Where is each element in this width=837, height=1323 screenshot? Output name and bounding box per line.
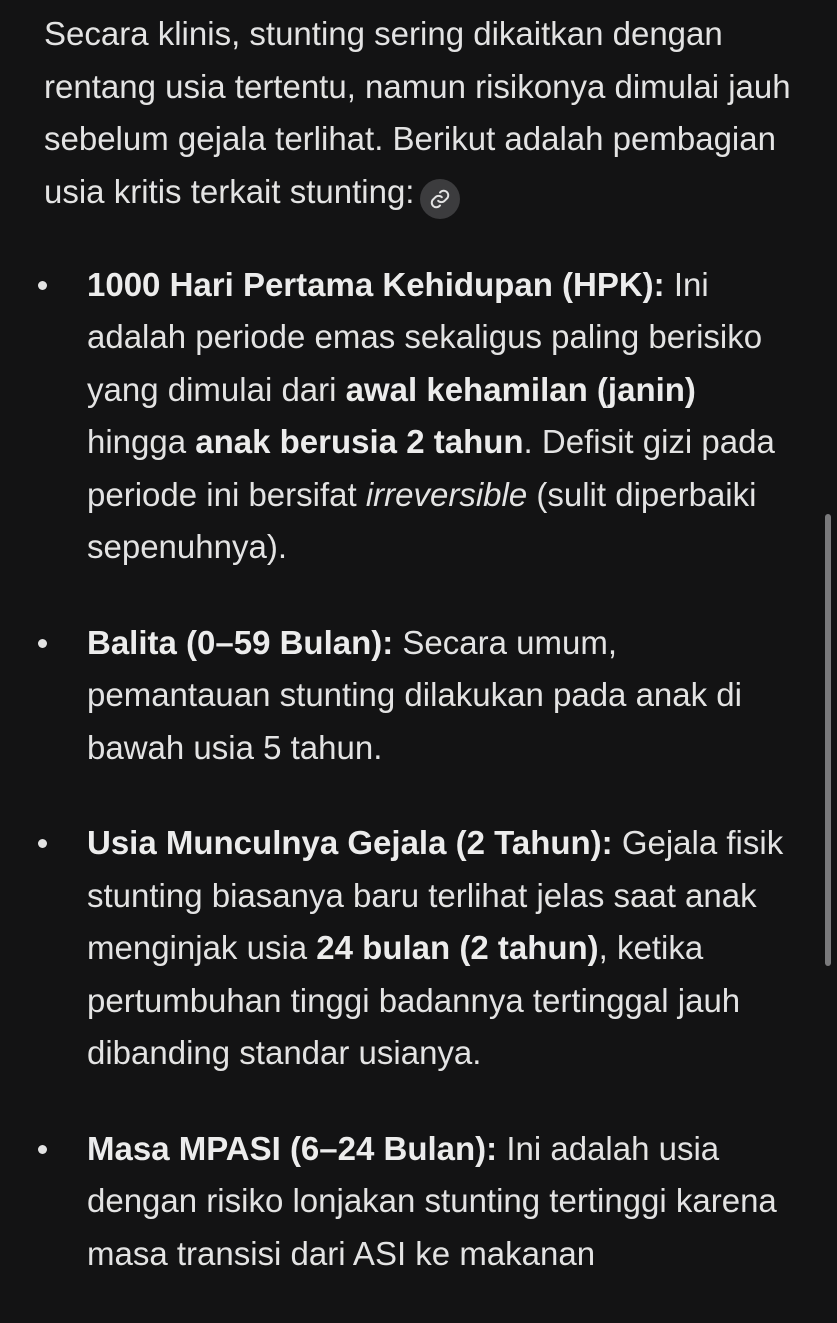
item-title: Masa MPASI (6–24 Bulan): [87,1129,498,1167]
intro-text: Secara klinis, stunting sering dikaitkan dengan rentang usia tertentu, namun risikonya dimulai jauh sebelum gejala terlihat. Berikut adalah pembagian usia kritis terkait stunting: [44,15,791,210]
item-text: Ini adalah periode emas sekaligus paling berisiko yang dimulai dari [87,265,763,408]
item-emphasis: anak berusia 2 tahun [195,423,524,460]
item-title: 1000 Hari Pertama Kehidupan (HPK): [87,265,665,303]
list-item-gejala [44,817,794,1080]
item-title: Usia Munculnya Gejala (2 Tahun): [87,824,613,861]
item-text: Gejala fisik stunting biasanya baru terlihat jelas saat anak menginjak usia [87,824,784,966]
scrollbar-thumb[interactable] [825,514,831,966]
list-item-balita [44,617,794,775]
item-text: (sulit diperbaiki sepenuhnya). [87,475,757,565]
link-icon[interactable] [420,179,460,219]
item-italic: irreversible [365,475,528,513]
item-text: Secara umum, pemantauan stunting dilakukan pada anak di bawah usia 5 tahun. [87,623,742,766]
item-text: Ini adalah usia dengan risiko lonjakan stunting tertinggi karena masa transisi dari ASI ke makanan [87,1129,777,1272]
bullet [38,839,47,848]
item-emphasis: awal kehamilan (janin) [345,370,696,408]
item-text: . Defisit gizi pada periode ini bersifat [87,423,775,513]
response-content [44,8,794,1323]
intro-paragraph [44,8,794,219]
item-title: Balita (0–59 Bulan): [87,623,394,661]
age-list [44,259,794,1281]
item-emphasis: 24 bulan (2 tahun) [316,929,599,966]
item-text: hingga [87,423,196,460]
bullet [38,639,47,648]
item-text: , ketika pertumbuhan tinggi badannya tertinggal jauh dibanding standar usianya. [87,929,741,1071]
list-item-mpasi [44,1123,794,1281]
list-item-hpk [44,259,794,574]
bullet [38,281,47,290]
bullet [38,1145,47,1154]
